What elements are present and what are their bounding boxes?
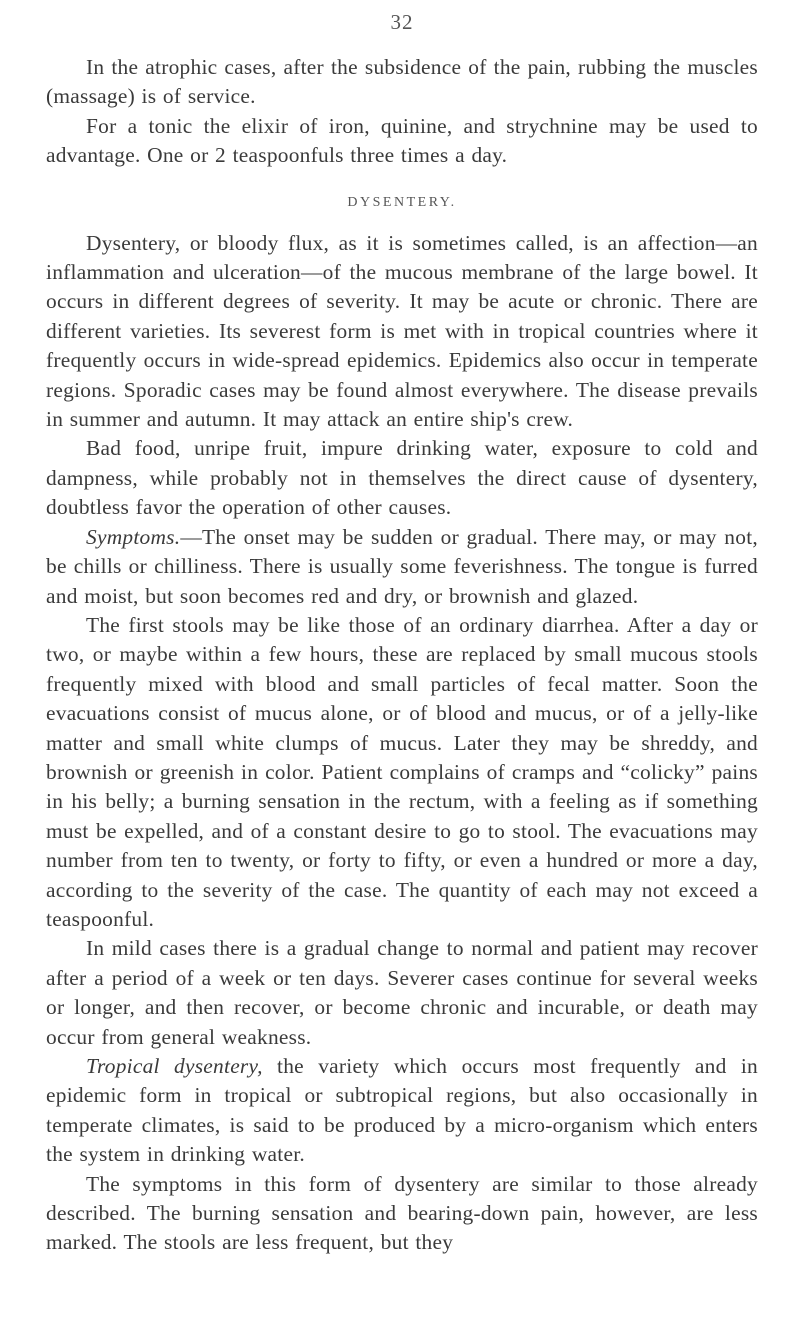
section-heading: DYSENTERY.: [347, 194, 457, 210]
paragraph-lead-in: Tropical dysentery,: [86, 1054, 263, 1078]
paragraph-symptoms: [46, 523, 758, 611]
paragraph-tropical-symptoms: [46, 1170, 758, 1258]
paragraph-text: The symptoms in this form of dysentery are similar to those already described. The burning sensation and bearing-down pain, however, are less marked. The stools are less frequent, but they: [46, 1171, 758, 1255]
paragraph-text: Bad food, unripe fruit, impure drinking water, exposure to cold and dampness, while probably not in themselves the direct cause of dysentery, doubtless favor the operation of other causes.: [46, 436, 758, 520]
paragraph-tropical-dysentery: [46, 1052, 758, 1170]
paragraph-text: The first stools may be like those of an ordinary diarrhea. After a day or two, or maybe within a few hours, these are replaced by small mucous stools frequently mixed with blood and small particles of fecal matter. Soon the evacuations consist of mucus alone, or of blood and mucus, or of a jelly-like matter and small white clumps of mucus. Later they may be shreddy, and brownish or greenish in color. Patient complains of cramps and “colicky” pains in his belly; a burning sensation in the rectum, with a feeling as if something must be expelled, and of a constant desire to go to stool. The evacuations may number from ten to twenty, or forty to fifty, or even a hundred or more a day, according to the severity of the case. The quantity of each may not exceed a teaspoonful.: [46, 612, 758, 931]
paragraph-stools: [46, 611, 758, 934]
paragraph-text: For a tonic the elixir of iron, quinine, and strychnine may be used to advantage. One or 2 teaspoonfuls three times a day.: [46, 113, 758, 168]
paragraph-text: the variety which occurs most frequently and in epidemic form in tropical or subtropical regions, but also occasionally in temperate climates, is said to be produced by a micro-organism which enters the system in drinking water.: [46, 1054, 759, 1167]
paragraph-text: —The onset may be sudden or gradual. There may, or may not, be chills or chilliness. There is usually some feverishness. The tongue is furred and moist, but soon becomes red and dry, or brownish and glazed.: [46, 524, 758, 608]
paragraph-text: In the atrophic cases, after the subsidence of the pain, rubbing the muscles (massage) is of service.: [46, 55, 758, 109]
paragraph-text: Dysentery, or bloody flux, as it is sometimes called, is an affection—an inflammation and ulceration—of the mucous membrane of the large bowel. It occurs in different degrees of severity. It may be acute or chronic. There are different varieties. Its severest form is met with in tropical countries where it frequently occurs in wide-spread epidemics. Epidemics also occur in temperate regions. Sporadic cases may be found almost everywhere. The disease prevails in summer and autumn. It may attack an entire ship's crew.: [46, 230, 758, 432]
paragraph-text: In mild cases there is a gradual change to normal and patient may recover after a period of a week or ten days. Severer cases continue for several weeks or longer, and then recover, or become chronic and incurable, or death may occur from general weakness.: [46, 936, 758, 1049]
paragraph-definition: [46, 229, 758, 435]
paragraph-lead-in: Symptoms.: [86, 524, 181, 549]
paragraph-causes: [46, 434, 758, 522]
paragraph-tonic: [46, 112, 758, 171]
page-number: 32: [390, 10, 414, 34]
paragraph-atrophic-cases: [46, 53, 758, 112]
book-page: [46, 10, 758, 1258]
paragraph-recovery: [46, 934, 758, 1052]
